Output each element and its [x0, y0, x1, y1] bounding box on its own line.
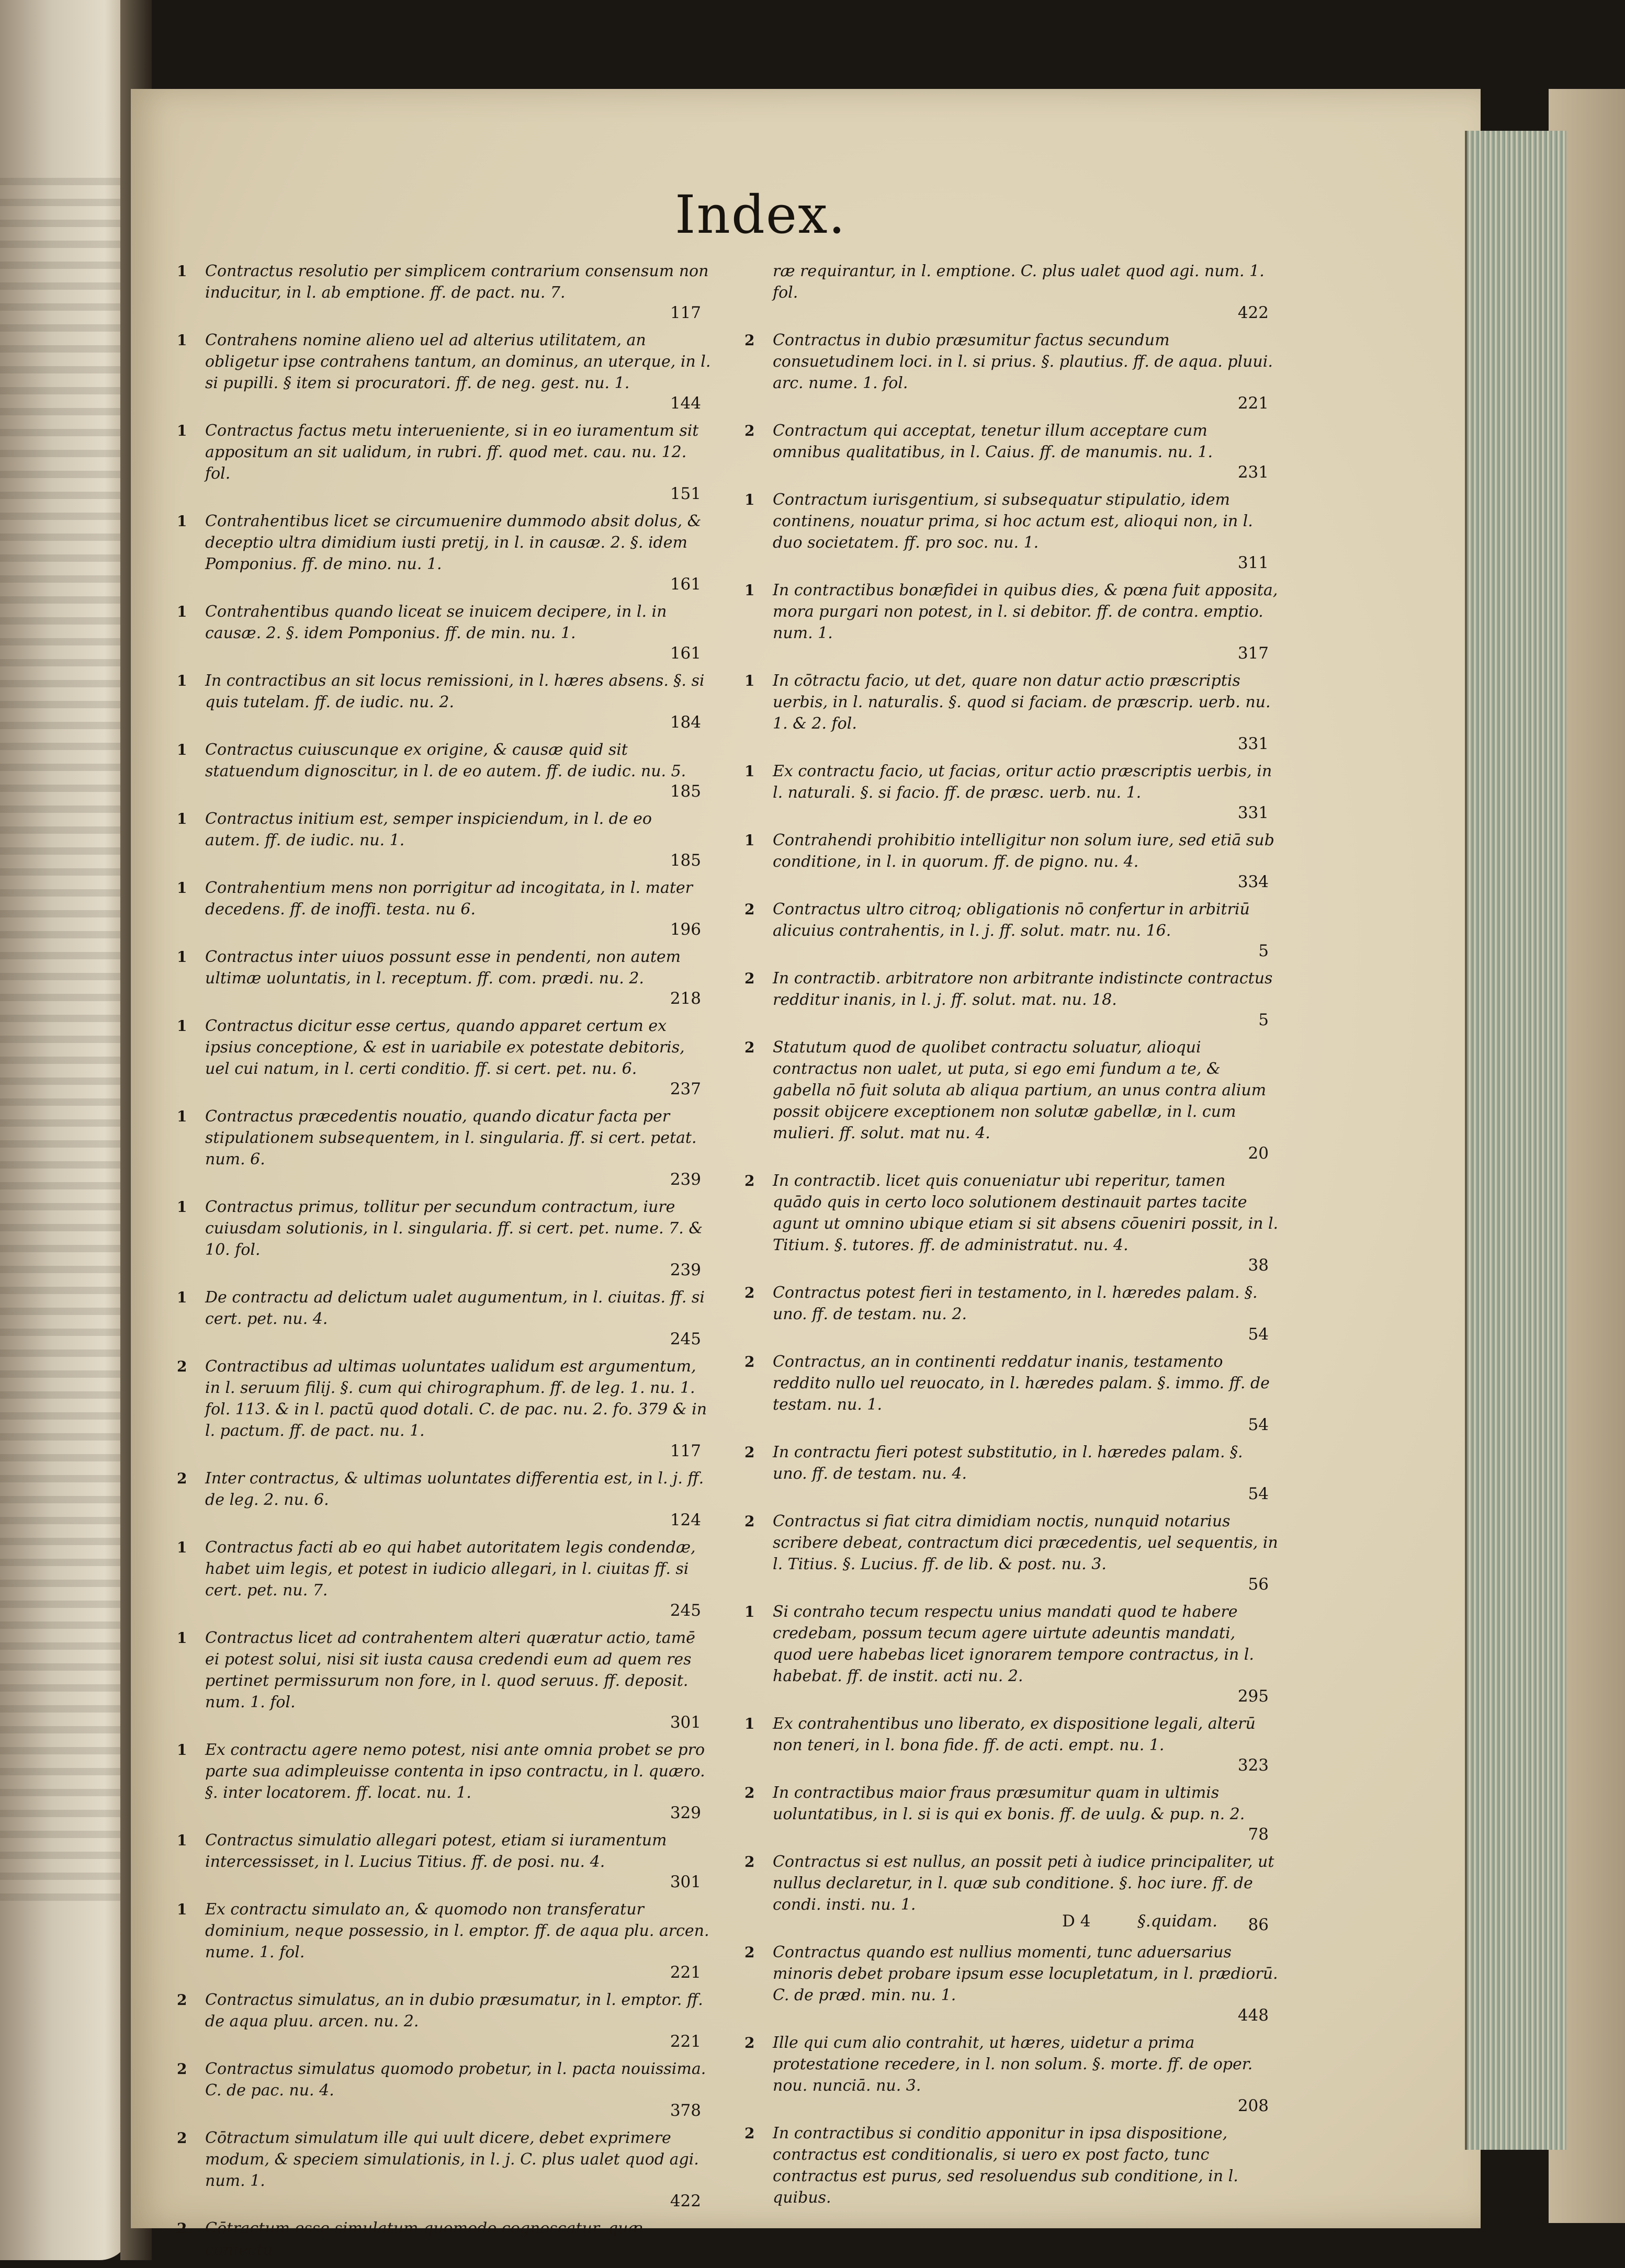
entry-page-number: 78 — [1248, 1825, 1269, 1844]
entry-text: Contractus, an in continenti reddatur inanis, testamento reddito nullo uel reuocato, in l. hæredes palam. §. immo. ff. de testam. nu. 1. — [773, 1353, 1270, 1414]
index-entry — [177, 1989, 712, 2051]
entry-page-number: 329 — [670, 1804, 701, 1822]
index-entry — [177, 2127, 712, 2210]
entry-marker: 2 — [744, 1513, 755, 1530]
index-entry — [177, 739, 712, 801]
index-entry — [177, 946, 712, 1008]
index-column-left — [177, 260, 712, 2268]
entry-page-number: 301 — [670, 1713, 701, 1732]
entry-marker: 1 — [177, 1741, 187, 1759]
index-entry — [751, 260, 1279, 322]
index-entry — [177, 1468, 712, 1529]
entry-page-number: 161 — [670, 575, 701, 594]
page-stack-edges — [1465, 131, 1566, 2150]
entry-page-number: 311 — [1237, 553, 1269, 572]
index-entry — [744, 1713, 1279, 1775]
entry-marker: 1 — [177, 263, 187, 280]
index-entry — [744, 830, 1279, 891]
entry-page-number: 331 — [1237, 734, 1269, 753]
index-entry — [177, 1830, 712, 1891]
entry-marker: 2 — [744, 2034, 755, 2051]
index-entry — [744, 1442, 1279, 1503]
entry-marker: 1 — [177, 603, 187, 620]
entry-marker: 2 — [744, 1284, 755, 1301]
entry-marker: 1 — [177, 1198, 187, 1216]
entry-page-number: 54 — [1248, 1415, 1269, 1434]
index-entry — [744, 1782, 1279, 1844]
index-entry — [744, 1282, 1279, 1344]
entry-marker: 2 — [177, 2060, 187, 2078]
entry-page-number: 221 — [670, 2032, 701, 2051]
entry-page-number: 208 — [1237, 2096, 1269, 2115]
entry-page-number: 38 — [1248, 1256, 1269, 1275]
entry-page-number: 334 — [1237, 872, 1269, 891]
entry-marker: 2 — [744, 332, 755, 349]
entry-page-number: 86 — [1248, 1915, 1269, 1934]
entry-text: Contractus simulatus, an in dubio præsumatur, in l. emptor. ff. de aqua pluu. arcen. nu. 2. — [205, 1991, 703, 2031]
index-entry — [177, 1537, 712, 1620]
entry-page-number: 196 — [670, 920, 701, 939]
index-entry — [177, 1106, 712, 1189]
entry-marker: 2 — [177, 1358, 187, 1375]
index-entry — [177, 808, 712, 870]
entry-text: Cōtractum esse simulatum quomodo cognoscatur, quæ coniectu — [205, 2219, 643, 2259]
entry-text: Contractus licet ad contrahentem alteri quæratur actio, tamē ei potest solui, nisi sit iusta causa credendi eum ad quem res pertinet permissurum non fore, in l. quod seruus. ff. deposit. num. 1. fol. — [205, 1629, 695, 1711]
page-title: Index. — [675, 184, 847, 245]
entry-page-number: 239 — [670, 1170, 701, 1189]
entry-page-number: 231 — [1237, 463, 1269, 482]
entry-text: In contractib. arbitratore non arbitrante indistincte contractus redditur inanis, in l. j. ff. solut. mat. nu. 18. — [773, 969, 1273, 1009]
entry-marker: 1 — [177, 948, 187, 966]
entry-text: In contractibus si conditio apponitur in ipsa dispositione, contractus est conditionalis, si uero ex post facto, tunc contractus est purus, sed resoluendus sub conditione, in l. quibus. — [773, 2124, 1238, 2207]
index-entry — [744, 330, 1279, 413]
entry-text: In cōtractu facio, ut det, quare non datur actio præscriptis uerbis, in l. naturalis. §. quod si faciam. de præscrip. uerb. nu. 1. & 2. fol. — [773, 672, 1271, 733]
entry-marker: 1 — [177, 1901, 187, 1918]
entry-page-number: 185 — [670, 782, 701, 801]
entry-text: Ex contractu facio, ut facias, oritur actio præscriptis uerbis, in l. naturali. §. si facio. ff. de præsc. uerb. nu. 1. — [773, 762, 1272, 802]
index-entry — [177, 1739, 712, 1822]
entry-marker: 1 — [177, 513, 187, 530]
entry-text: In contractu fieri potest substitutio, in l. hæredes palam. §. uno. ff. de testam. nu. 4. — [773, 1443, 1243, 1483]
signature-mark: D 4 — [1062, 1912, 1091, 1931]
entry-text: Contractus resolutio per simplicem contrarium consensum non inducitur, in l. ab emptione. ff. de pact. nu. 7. — [205, 262, 709, 302]
index-entry — [744, 1601, 1279, 1706]
entry-text: Inter contractus, & ultimas uoluntates differentia est, in l. j. ff. de leg. 2. nu. 6. — [205, 1469, 704, 1509]
index-entry — [177, 877, 712, 939]
entry-text: Contrahentibus quando liceat se inuicem decipere, in l. in causæ. 2. §. idem Pomponius. ff. de min. nu. 1. — [205, 603, 667, 642]
entry-text: Contractus simulatus quomodo probetur, in l. pacta nouissima. C. de pac. nu. 4. — [205, 2060, 706, 2100]
entry-marker: 1 — [744, 491, 755, 508]
entry-page-number: 323 — [1237, 1756, 1269, 1775]
facing-page-edge — [0, 0, 131, 2260]
entry-text: Contractum qui acceptat, tenetur illum acceptare cum omnibus qualitatibus, in l. Caius. ff. de manumis. nu. 1. — [773, 422, 1213, 461]
index-entry — [177, 2058, 712, 2120]
index-entry — [177, 1015, 712, 1098]
index-entry — [744, 1942, 1279, 2025]
entry-page-number: 237 — [670, 1080, 701, 1098]
entry-page-number: 301 — [670, 1873, 701, 1891]
entry-text: Contractus facti ab eo qui habet autoritatem legis condendæ, habet uim legis, et potest in iudicio allegari, in l. ciuitas ff. si cert. pet. nu. 7. — [205, 1538, 696, 1600]
entry-text: Contrahentium mens non porrigitur ad incogitata, in l. mater decedens. ff. de inoffi. testa. nu 6. — [205, 879, 693, 918]
entry-text: Ex contractu agere nemo potest, nisi ante omnia probet se pro parte sua adimpleuisse contenta in ipso contractu, in l. quæro. §. inter locatorem. ff. locat. nu. 1. — [205, 1741, 705, 1802]
entry-marker: 1 — [177, 1832, 187, 1849]
entry-marker: 2 — [744, 901, 755, 918]
entry-marker: 2 — [744, 1944, 755, 1961]
entry-text: Contractus in dubio præsumitur factus secundum consuetudinem loci. in l. si prius. §. plautius. ff. de aqua. pluui. arc. nume. 1. fol. — [773, 331, 1273, 392]
index-entry — [744, 420, 1279, 482]
entry-text: Ille qui cum alio contrahit, ut hæres, uidetur a prima protestatione recedere, in l. non solum. §. morte. ff. de oper. nou. nunciā. nu. 3. — [773, 2034, 1253, 2095]
index-entry — [744, 899, 1279, 960]
entry-text: Si contraho tecum respectu unius mandati quod te habere credebam, possum tecum agere uirtute adeuntis mandati, quod uere habebas licet ignorarem tempore contractus, in l. habebat. ff. de instit. acti nu. 2. — [773, 1603, 1254, 1685]
index-entry — [177, 1899, 712, 1982]
entry-page-number: 245 — [670, 1601, 701, 1620]
entry-marker: 1 — [744, 763, 755, 780]
entry-page-number: 245 — [670, 1330, 701, 1348]
entry-marker: 2 — [177, 1991, 187, 2009]
entry-marker: 1 — [177, 741, 187, 758]
entry-marker: 2 — [744, 970, 755, 987]
entry-marker: 1 — [177, 1629, 187, 1647]
index-entry — [744, 1511, 1279, 1594]
entry-page-number: 54 — [1248, 1484, 1269, 1503]
entry-text: Contractus potest fieri in testamento, in l. hæredes palam. §. uno. ff. de testam. nu. 2. — [773, 1284, 1258, 1323]
index-entry — [177, 1287, 712, 1348]
index-entry — [744, 670, 1279, 753]
entry-marker: 1 — [177, 879, 187, 897]
index-entry — [744, 1170, 1279, 1275]
entry-page-number: 5 — [1258, 1011, 1269, 1029]
entry-text: Statutum quod de quolibet contractu soluatur, alioqui contractus non ualet, ut puta, si ego emi fundum a te, & gabella nō fuit soluta ab aliqua partium, an unus contra alium possit obijcere exceptionem non solutæ gabellæ, in l. cum mulieri. ff. solut. mat nu. 4. — [773, 1038, 1267, 1142]
entry-text: In contractibus maior fraus præsumitur quam in ultimis uoluntatibus, in l. si is qui ex bonis. ff. de uulg. & pup. n. 2. — [773, 1784, 1245, 1823]
entry-text: Cōtractum simulatum ille qui uult dicere, debet exprimere modum, & speciem simulationis, in l. j. C. plus ualet quod agi. num. 1. — [205, 2129, 699, 2190]
index-entry — [744, 1351, 1279, 1434]
entry-page-number: 20 — [1248, 1144, 1269, 1163]
index-entry — [177, 670, 712, 732]
entry-page-number: 161 — [670, 644, 701, 663]
entry-text: Contractibus ad ultimas uoluntates ualidum est argumentum, in l. seruum filij. §. cum qui chirographum. ff. de leg. 1. nu. 1. fol. 113. & in l. pactū quod dotali. C. de pac. nu. 2. fo. 379 & in l. pactum. ff. de pact. nu. 1. — [205, 1357, 707, 1440]
entry-page-number: 221 — [670, 1963, 701, 1982]
entry-text: In contractib. licet quis conueniatur ubi reperitur, tamen quādo quis in certo loco solutionem destinauit partes tacite agunt ut omnino ubique etiam si sit absens cōueniri possit, in l. Titium. §. tutores. ff. de administratut. nu. 4. — [773, 1172, 1279, 1254]
entry-page-number: 184 — [670, 713, 701, 732]
index-entry — [744, 968, 1279, 1029]
entry-marker: 1 — [744, 672, 755, 689]
entry-page-number: 54 — [1248, 1325, 1269, 1344]
catchword: §.quidam. — [1137, 1912, 1217, 1931]
entry-marker: 1 — [744, 582, 755, 599]
entry-marker: 2 — [744, 422, 755, 439]
entry-text: Contractus cuiuscunque ex origine, & causæ quid sit statuendum dignoscitur, in l. de eo autem. ff. de iudic. nu. 5. — [205, 741, 686, 780]
entry-marker: 1 — [177, 332, 187, 349]
entry-marker: 2 — [744, 1039, 755, 1056]
entry-page-number: 56 — [1248, 1575, 1269, 1594]
entry-text: Contractus dicitur esse certus, quando apparet certum ex ipsius conceptione, & est in uariabile ex potestate debitoris, uel cui natum, in l. certi conditio. ff. si cert. pet. nu. 6. — [205, 1017, 685, 1078]
entry-text: Ex contrahentibus uno liberato, ex dispositione legali, alterū non teneri, in l. bona fide. ff. de acti. empt. nu. 1. — [773, 1715, 1256, 1754]
entry-marker: 2 — [177, 2220, 187, 2237]
entry-page-number: 117 — [670, 303, 701, 322]
entry-page-number: 144 — [670, 394, 701, 413]
entry-page-number: 331 — [1237, 803, 1269, 822]
entry-page-number: 317 — [1237, 644, 1269, 663]
entry-text: Contractus simulatio allegari potest, etiam si iuramentum intercessisset, in l. Lucius Titius. ff. de posi. nu. 4. — [205, 1831, 667, 1871]
index-entry — [177, 2218, 712, 2261]
entry-text: In contractibus an sit locus remissioni, in l. hæres absens. §. si quis tutelam. ff. de iudic. nu. 2. — [205, 672, 705, 711]
entry-text: Contractus primus, tollitur per secundum contractum, iure cuiusdam solutionis, in l. singularia. ff. si cert. pet. nume. 7. & 10. fol. — [205, 1198, 703, 1259]
entry-page-number: 218 — [670, 989, 701, 1008]
entry-text: Contractus initium est, semper inspiciendum, in l. de eo autem. ff. de iudic. nu. 1. — [205, 810, 652, 849]
index-entry — [744, 580, 1279, 663]
entry-page-number: 295 — [1237, 1687, 1269, 1706]
entry-text: Contractus quando est nullius momenti, tunc aduersarius minoris debet probare ipsum esse locupletatum, in l. prædiorū. C. de præd. min. nu. 1. — [773, 1943, 1278, 2004]
index-entry — [744, 761, 1279, 822]
entry-marker: 1 — [177, 1108, 187, 1125]
index-entry — [177, 1356, 712, 1460]
index-entry — [744, 1037, 1279, 1163]
entry-text: Contrahens nomine alieno uel ad alterius utilitatem, an obligetur ipse contrahens tantum, an dominus, an uterque, in l. si pupilli. § item si procuratori. ff. de neg. gest. nu. 1. — [205, 331, 711, 392]
index-entry — [744, 489, 1279, 572]
entry-marker: 2 — [744, 1853, 755, 1870]
index-entry — [177, 260, 712, 322]
entry-page-number: 117 — [670, 1442, 701, 1460]
page-footer — [1062, 1912, 1250, 1931]
entry-page-number: 5 — [1258, 942, 1269, 960]
entry-marker: 2 — [744, 1444, 755, 1461]
entry-marker: 1 — [177, 1539, 187, 1556]
index-entry — [177, 330, 712, 413]
index-entry — [744, 2032, 1279, 2115]
entry-marker: 2 — [744, 1784, 755, 1801]
entry-page-number: 422 — [670, 2192, 701, 2210]
entry-text: Ex contractu simulato an, & quomodo non transferatur dominium, neque possessio, in l. emptor. ff. de aqua plu. arcen. nume. 1. fol. — [205, 1900, 709, 1961]
entry-page-number: 185 — [670, 851, 701, 870]
entry-page-number: 239 — [670, 1261, 701, 1279]
entry-text: Contrahentibus licet se circumuenire dummodo absit dolus, & deceptio ultra dimidium iusti pretij, in l. in causæ. 2. §. idem Pomponius. ff. de mino. nu. 1. — [205, 512, 702, 573]
entry-page-number: 221 — [1237, 394, 1269, 413]
entry-text: Contractus præcedentis nouatio, quando dicatur facta per stipulationem subsequentem, in l. singularia. ff. si cert. petat. num. 6. — [205, 1107, 697, 1169]
index-entry — [177, 511, 712, 594]
entry-marker: 1 — [177, 422, 187, 439]
entry-marker: 1 — [744, 832, 755, 849]
entry-marker: 1 — [177, 1017, 187, 1035]
index-entry — [177, 1196, 712, 1279]
entry-text: Contractus si est nullus, an possit peti à iudice principaliter, ut nullus declaretur, in l. quæ sub conditione. §. hoc iure. ff. de condi. insti. nu. 1. — [773, 1853, 1274, 1914]
entry-text: Contrahendi prohibitio intelligitur non solum iure, sed etiā sub conditione, in l. in quorum. ff. de pigno. nu. 4. — [773, 831, 1274, 871]
entry-page-number: 124 — [670, 1511, 701, 1529]
entry-page-number: 422 — [1237, 303, 1269, 322]
entry-page-number: 151 — [670, 484, 701, 503]
entry-marker: 2 — [177, 2129, 187, 2147]
entry-text: Contractus ultro citroq; obligationis nō confertur in arbitriū alicuius contrahentis, in l. j. ff. solut. matr. nu. 16. — [773, 900, 1250, 940]
entry-text: ræ requirantur, in l. emptione. C. plus ualet quod agi. num. 1. fol. — [773, 262, 1265, 302]
entry-text: De contractu ad delictum ualet augumentum, in l. ciuitas. ff. si cert. pet. nu. 4. — [205, 1288, 705, 1328]
entry-text: In contractibus bonæfidei in quibus dies, & pœna fuit apposita, mora purgari non potest, in l. si debitor. ff. de contra. emptio. num. 1. — [773, 581, 1278, 642]
entry-marker: 2 — [744, 1353, 755, 1370]
entry-marker: 1 — [177, 672, 187, 689]
index-entry — [177, 420, 712, 503]
entry-marker: 1 — [177, 810, 187, 827]
entry-page-number: 448 — [1237, 2006, 1269, 2025]
entry-marker: 1 — [177, 1289, 187, 1306]
entry-marker: 2 — [744, 1172, 755, 1189]
index-entry — [177, 601, 712, 663]
entry-marker: 1 — [744, 1715, 755, 1732]
entry-text: Contractus factus metu interueniente, si in eo iuramentum sit appositum an sit ualidum, in rubri. ff. quod met. cau. nu. 12. fol. — [205, 422, 699, 483]
entry-marker: 2 — [177, 1470, 187, 1487]
entry-marker: 2 — [744, 2125, 755, 2142]
entry-page-number: 378 — [670, 2101, 701, 2120]
entry-text: Contractum iurisgentium, si subsequatur stipulatio, idem continens, nouatur prima, si hoc actum est, alioqui non, in l. duo societatem. ff. pro soc. nu. 1. — [773, 491, 1253, 552]
entry-marker: 1 — [744, 1603, 755, 1620]
entry-text: Contractus inter uiuos possunt esse in pendenti, non autem ultimæ uoluntatis, in l. receptum. ff. com. prædi. nu. 2. — [205, 948, 681, 988]
index-entry — [177, 1627, 712, 1732]
entry-text: Contractus si fiat citra dimidiam noctis, nunquid notarius scribere debeat, contractum dici præcedentis, uel sequentis, in l. Titius. §. Lucius. ff. de lib. & post. nu. 3. — [773, 1512, 1278, 1573]
index-entry — [744, 2123, 1279, 2208]
